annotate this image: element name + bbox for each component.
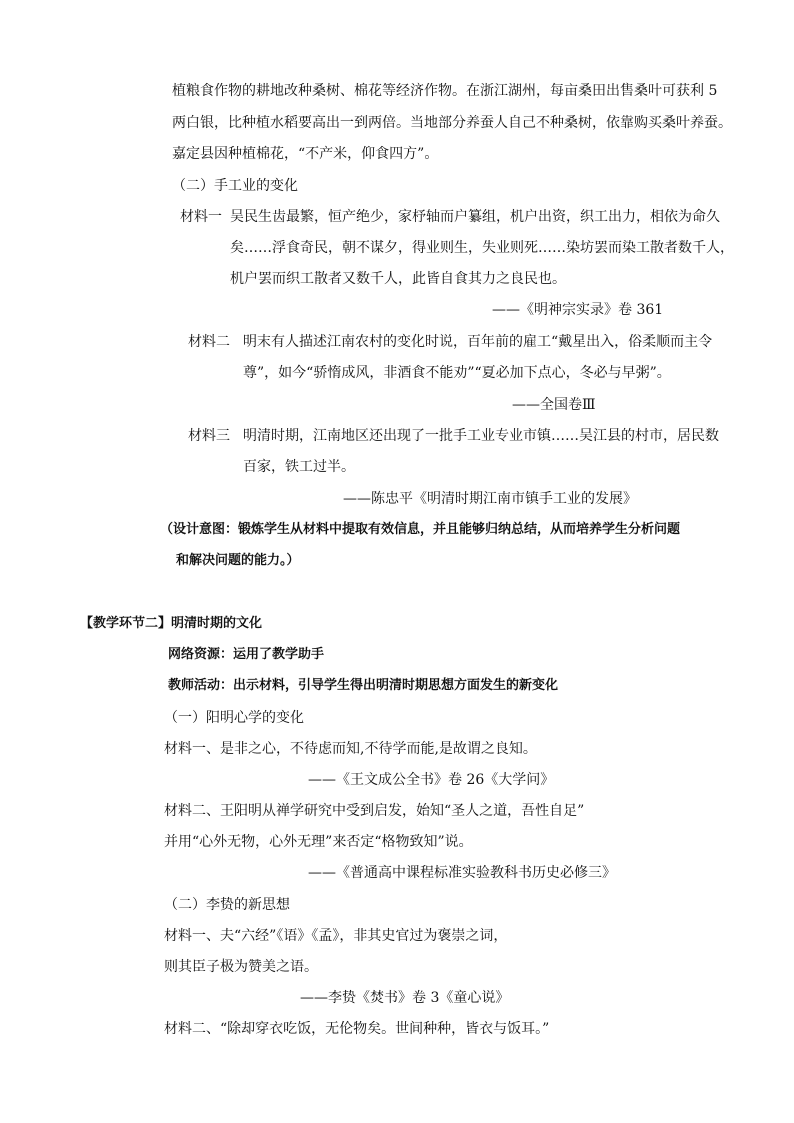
material-3-label: 材料三 [188,428,230,444]
material-1-line-2: 矣……浮食奇民，朝不谋夕，得业则生，失业则死……染坊罢而染工散者数千人， [230,240,734,256]
intro-line-2: 两白银，比种植水稻要高出一到两倍。当地部分养蚕人自己不种桑树，依靠购买桑叶养蚕。 [172,115,732,131]
material-1-line-1: 吴民生齿最繁，恒产绝少，家杼轴而户纂组，机户出资，织工出力，相依为命久 [230,209,720,225]
yangming-material-2-source: ——《普通高中课程标准实验教科书历史必修三》 [308,865,616,881]
material-2-source: ——全国卷Ⅲ [512,397,596,413]
material-3-line-2: 百家，铁工过半。 [243,459,355,475]
teacher-activity: 教师活动：出示材料，引导学生得出明清时期思想方面发生的新变化 [168,678,559,693]
material-1-line-3: 机户罢而织工散者又数千人，此皆自食其力之良民也。 [230,271,566,287]
lizhi-material-1-source: ——李贽《焚书》卷 3《童心说》 [300,990,510,1006]
material-1-source: ——《明神宗实录》卷 361 [492,302,664,318]
yangming-material-2-line-1: 材料二、王阳明从禅学研究中受到启发，始知“圣人之道，吾性自足” [164,803,585,819]
material-1-label: 材料一 [180,209,222,225]
design-intent-line-1: （设计意图：锻炼学生从材料中提取有效信息，并且能够归纳总结，从而培养学生分析问题 [160,522,681,537]
lizhi-material-2: 材料二、“除却穿衣吃饭，无伦物矣。世间种种，皆衣与饭耳。” [164,1021,550,1037]
intro-line-1: 植粮食作物的耕地改种桑树、棉花等经济作物。在浙江湖州，每亩桑田出售桑叶可获利 5 [172,83,718,99]
material-2-label: 材料二 [188,334,230,350]
material-2-line-1: 明末有人描述江南农村的变化时说，百年前的雇工“戴星出入，俗柔顺而主令 [243,334,713,350]
lizhi-material-1-line-1: 材料一、夫“六经”《语》《孟》，非其史官过为褒崇之词， [164,928,508,944]
network-resources: 网络资源：运用了教学助手 [168,647,325,662]
material-3-line-1: 明清时期，江南地区还出现了一批手工业专业市镇……吴江县的村市，居民数 [243,428,719,444]
design-intent-line-2: 和解决问题的能力。） [176,553,300,568]
yangming-heading: （一）阳明心学的变化 [164,710,304,726]
lizhi-material-1-line-2: 则其臣子极为赞美之语。 [164,959,318,975]
handicraft-heading: （二）手工业的变化 [172,178,298,194]
yangming-material-1: 材料一、是非之心，不待虑而知,不待学而能,是故谓之良知。 [164,741,537,757]
yangming-material-1-source: ——《王文成公全书》卷 26《大学问》 [308,772,555,788]
lizhi-heading: （二）李贽的新思想 [164,897,290,913]
yangming-material-2-line-2: 并用“心外无物，心外无理”来否定“格物致知”说。 [164,834,473,850]
intro-line-3: 嘉定县因种植棉花，“不产米，仰食四方”。 [172,146,439,162]
material-2-line-2: 尊”，如今“骄惰成风，非酒食不能劝”“夏必加下点心，冬必与早粥”。 [243,365,671,381]
material-3-source: ——陈忠平《明清时期江南市镇手工业的发展》 [343,491,637,507]
section-2-title: 【教学环节二】明清时期的文化 [80,616,263,631]
